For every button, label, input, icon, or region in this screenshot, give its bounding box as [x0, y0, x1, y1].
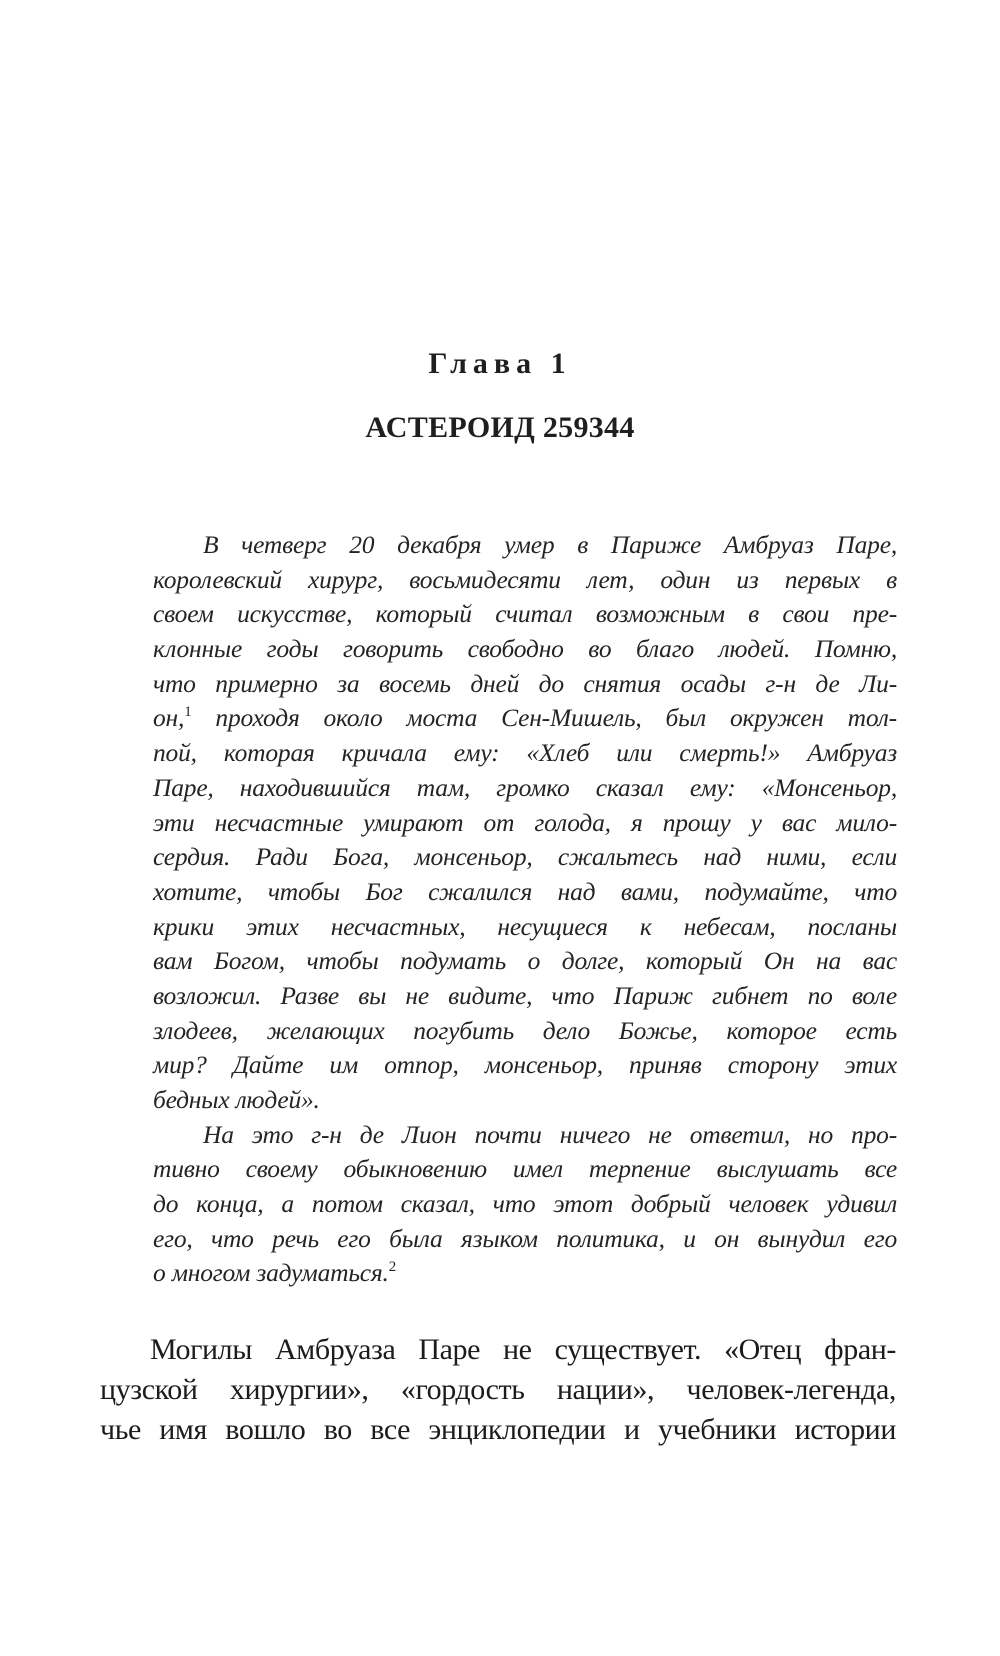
epigraph-line: бедных людей». [153, 1085, 320, 1114]
epigraph-line: В четверг 20 декабря умер в Париже Амбруаз Паре, [203, 530, 897, 559]
epigraph-line: Паре, находившийся там, громко сказал ему: «Монсеньор, [153, 772, 897, 802]
epigraph-line: мир? Дайте им отпор, монсеньор, приняв сторону этих [153, 1050, 897, 1080]
epigraph-line [153, 701, 897, 736]
body-line: Могилы Амбруаза Паре не существует. «Отец фран- [150, 1333, 896, 1366]
epigraph-line: На это г-н де Лион почти ничего не ответил, но про- [203, 1119, 897, 1149]
chapter-title: АСТЕРОИД 259344 [365, 411, 635, 444]
epigraph-line: до конца, а потом сказал, что этот добрый человек удивил [153, 1189, 897, 1219]
footnote-ref-2: 2 [388, 1259, 397, 1276]
epigraph-line: крики этих несчастных, несущиеся к небесам, посланы [153, 911, 897, 941]
epigraph-line: хотите, чтобы Бог сжалился над вами, подумайте, что [153, 876, 897, 906]
epigraph-line: что примерно за восемь дней до снятия осады г-н де Ли- [153, 668, 897, 698]
epigraph-line: королевский хирург, восьмидесяти лет, один из первых в [153, 564, 897, 594]
epigraph-line-rest: проходя около моста Сен-Мишель, был окружен тол- [215, 703, 897, 733]
epigraph-line: тивно своему обыкновению имел терпение выслушать все [153, 1154, 897, 1184]
epigraph-line: возложил. Разве вы не видите, что Париж гибнет по воле [153, 980, 897, 1010]
epigraph-line-text: о многом задуматься. [153, 1258, 389, 1288]
epigraph-block [153, 528, 897, 1291]
body-line: чье имя вошло во все энциклопедии и учебники истории [100, 1413, 896, 1446]
epigraph-line: клонные годы говорить свободно во благо людей. Помню, [153, 634, 897, 664]
epigraph-line: вам Богом, чтобы подумать о долге, который Он на вас [153, 946, 897, 976]
epigraph-line: его, что речь его была языком политика, и он вынудил его [153, 1223, 897, 1253]
epigraph-line [153, 1256, 897, 1291]
body-paragraph [100, 1330, 896, 1450]
footnote-ref-1: 1 [184, 704, 192, 721]
epigraph-line-start: он, [153, 703, 185, 733]
epigraph-line: своем искусстве, который считал возможным в свои пре- [153, 599, 897, 629]
epigraph-line: сердия. Ради Бога, монсеньор, сжальтесь над ними, если [153, 842, 897, 872]
epigraph-line: эти несчастные умирают от голода, я прошу у вас мило- [153, 807, 897, 837]
chapter-number: Глава 1 [428, 347, 572, 380]
epigraph-line: злодеев, желающих погубить дело Божье, которое есть [153, 1015, 897, 1045]
body-line: цузской хирургии», «гордость нации», человек-легенда, [100, 1373, 896, 1406]
epigraph-line: пой, которая кричала ему: «Хлеб или смерть!» Амбруаз [153, 738, 897, 768]
